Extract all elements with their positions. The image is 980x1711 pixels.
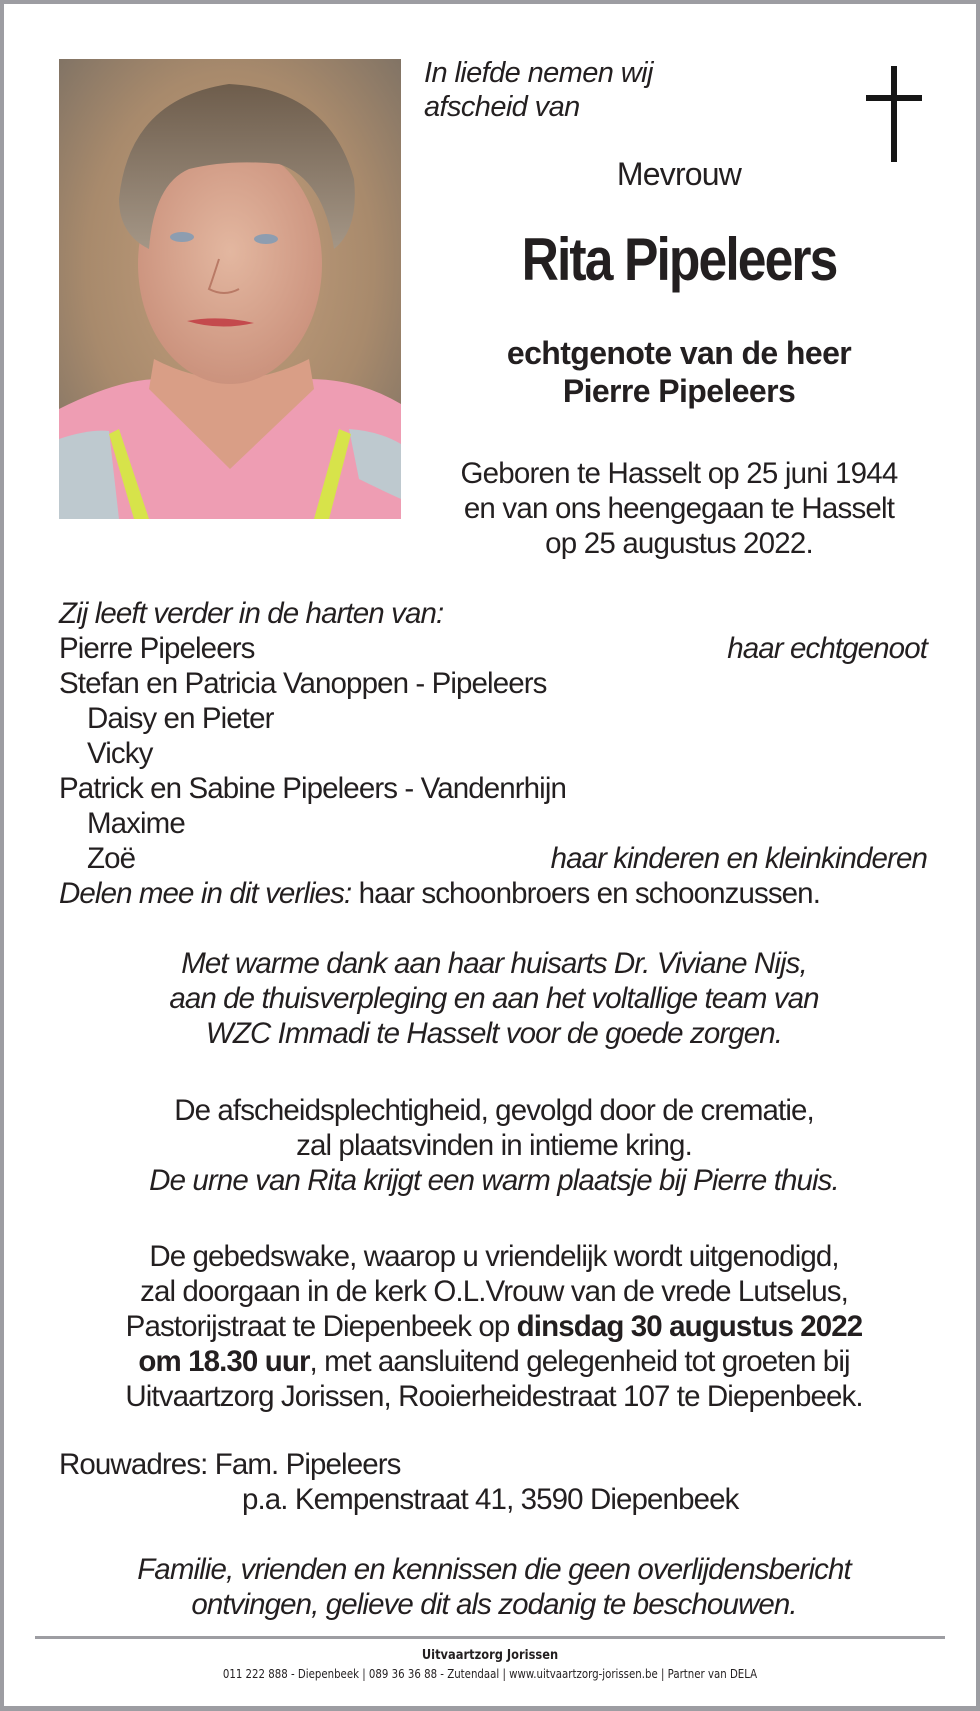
family-row [59, 666, 927, 701]
wake-time: om 18.30 uur [138, 1345, 310, 1378]
intro-line: afscheid van [424, 91, 580, 123]
sharing-text: haar schoonbroers en schoonzussen. [351, 877, 820, 910]
wake-line: zal doorgaan in de kerk O.L.Vrouw van de vrede Lutselus, [140, 1275, 848, 1308]
ceremony-line: De afscheidsplechtigheid, gevolgd door de crematie, [174, 1094, 814, 1127]
family-relation: haar echtgenoot [727, 632, 927, 665]
ceremony-line: zal plaatsvinden in intieme kring. [296, 1129, 692, 1162]
portrait-image-icon [59, 59, 401, 519]
family-heading: Zij leeft verder in de harten van: [59, 597, 444, 630]
sharing-row [59, 876, 927, 911]
address-line: p.a. Kempenstraat 41, 3590 Diepenbeek [242, 1483, 739, 1516]
thanks-line: WZC Immadi te Hasselt voor de goede zorgen. [205, 1017, 783, 1050]
wake-date: dinsdag 30 augustus 2022 [516, 1310, 863, 1343]
birth-death-info [424, 456, 934, 561]
family-member: Zoë [87, 842, 136, 875]
family-list [59, 596, 927, 911]
sharing-label: Delen mee in dit verlies: [59, 877, 352, 910]
wake-line: De gebedswake, waarop u vriendelijk wordt uitgenodigd, [149, 1240, 839, 1273]
family-member: Stefan en Patricia Vanoppen - Pipeleers [59, 667, 547, 700]
family-relation: haar kinderen en kleinkinderen [550, 842, 927, 875]
intro-text [424, 56, 724, 124]
portrait-photo [59, 59, 401, 519]
thanks-paragraph [44, 946, 944, 1051]
family-row [59, 631, 927, 666]
wake-paragraph [44, 1239, 944, 1414]
spouse-name: Pierre Pipeleers [562, 373, 796, 409]
wake-line: Uitvaartzorg Jorissen, Rooierheidestraat 107 te Diepenbeek. [125, 1380, 863, 1413]
wake-line [44, 1344, 944, 1379]
honorific: Mevrouw [616, 156, 742, 192]
funeral-home-name: Uitvaartzorg Jorissen [421, 1648, 559, 1663]
urn-line: De urne van Rita krijgt een warm plaatsje bij Pierre thuis. [149, 1164, 839, 1197]
family-row [59, 806, 927, 841]
family-member: Vicky [87, 737, 153, 770]
thanks-line: Met warme dank aan haar huisarts Dr. Viviane Nijs, [181, 947, 807, 980]
family-row [59, 736, 927, 771]
wake-text: , met aansluitend gelegenheid tot groeten bij [309, 1345, 850, 1378]
death-line: en van ons heengegaan te Hasselt [463, 492, 895, 525]
ceremony-paragraph [44, 1093, 944, 1198]
family-member: Maxime [87, 807, 185, 840]
death-date: op 25 augustus 2022. [545, 527, 813, 560]
family-member: Patrick en Sabine Pipeleers - Vandenrhijn [59, 772, 566, 805]
wake-text: Pastorijstraat te Diepenbeek op [125, 1310, 517, 1343]
funeral-home-contact: 011 222 888 - Diepenbeek | 089 36 36 88 - Zutendaal | www.uitvaartzorg-jorissen.be | Partner van DELA [222, 1667, 758, 1681]
family-row [59, 701, 927, 736]
birth-line: Geboren te Hasselt op 25 juni 1944 [460, 457, 898, 490]
address-line: Rouwadres: Fam. Pipeleers [59, 1448, 401, 1481]
family-member: Pierre Pipeleers [59, 632, 255, 665]
obituary-card [4, 4, 976, 1706]
deceased-name: Rita Pipeleers [521, 226, 837, 293]
intro-line: In liefde nemen wij [424, 57, 653, 89]
notice-paragraph [44, 1552, 944, 1622]
spouse-line: echtgenote van de heer [506, 335, 852, 371]
thanks-line: aan de thuisverpleging en aan het voltallige team van [169, 982, 819, 1015]
notice-line: ontvingen, gelieve dit als zodanig te beschouwen. [191, 1588, 797, 1621]
footer-divider [35, 1636, 945, 1639]
mourning-address [59, 1447, 919, 1517]
notice-line: Familie, vrienden en kennissen die geen overlijdensbericht [137, 1553, 851, 1586]
family-row [59, 841, 927, 876]
family-member: Daisy en Pieter [87, 702, 274, 735]
spouse-info [424, 334, 934, 410]
family-row [59, 771, 927, 806]
cross-icon [866, 66, 924, 162]
wake-line [44, 1309, 944, 1344]
